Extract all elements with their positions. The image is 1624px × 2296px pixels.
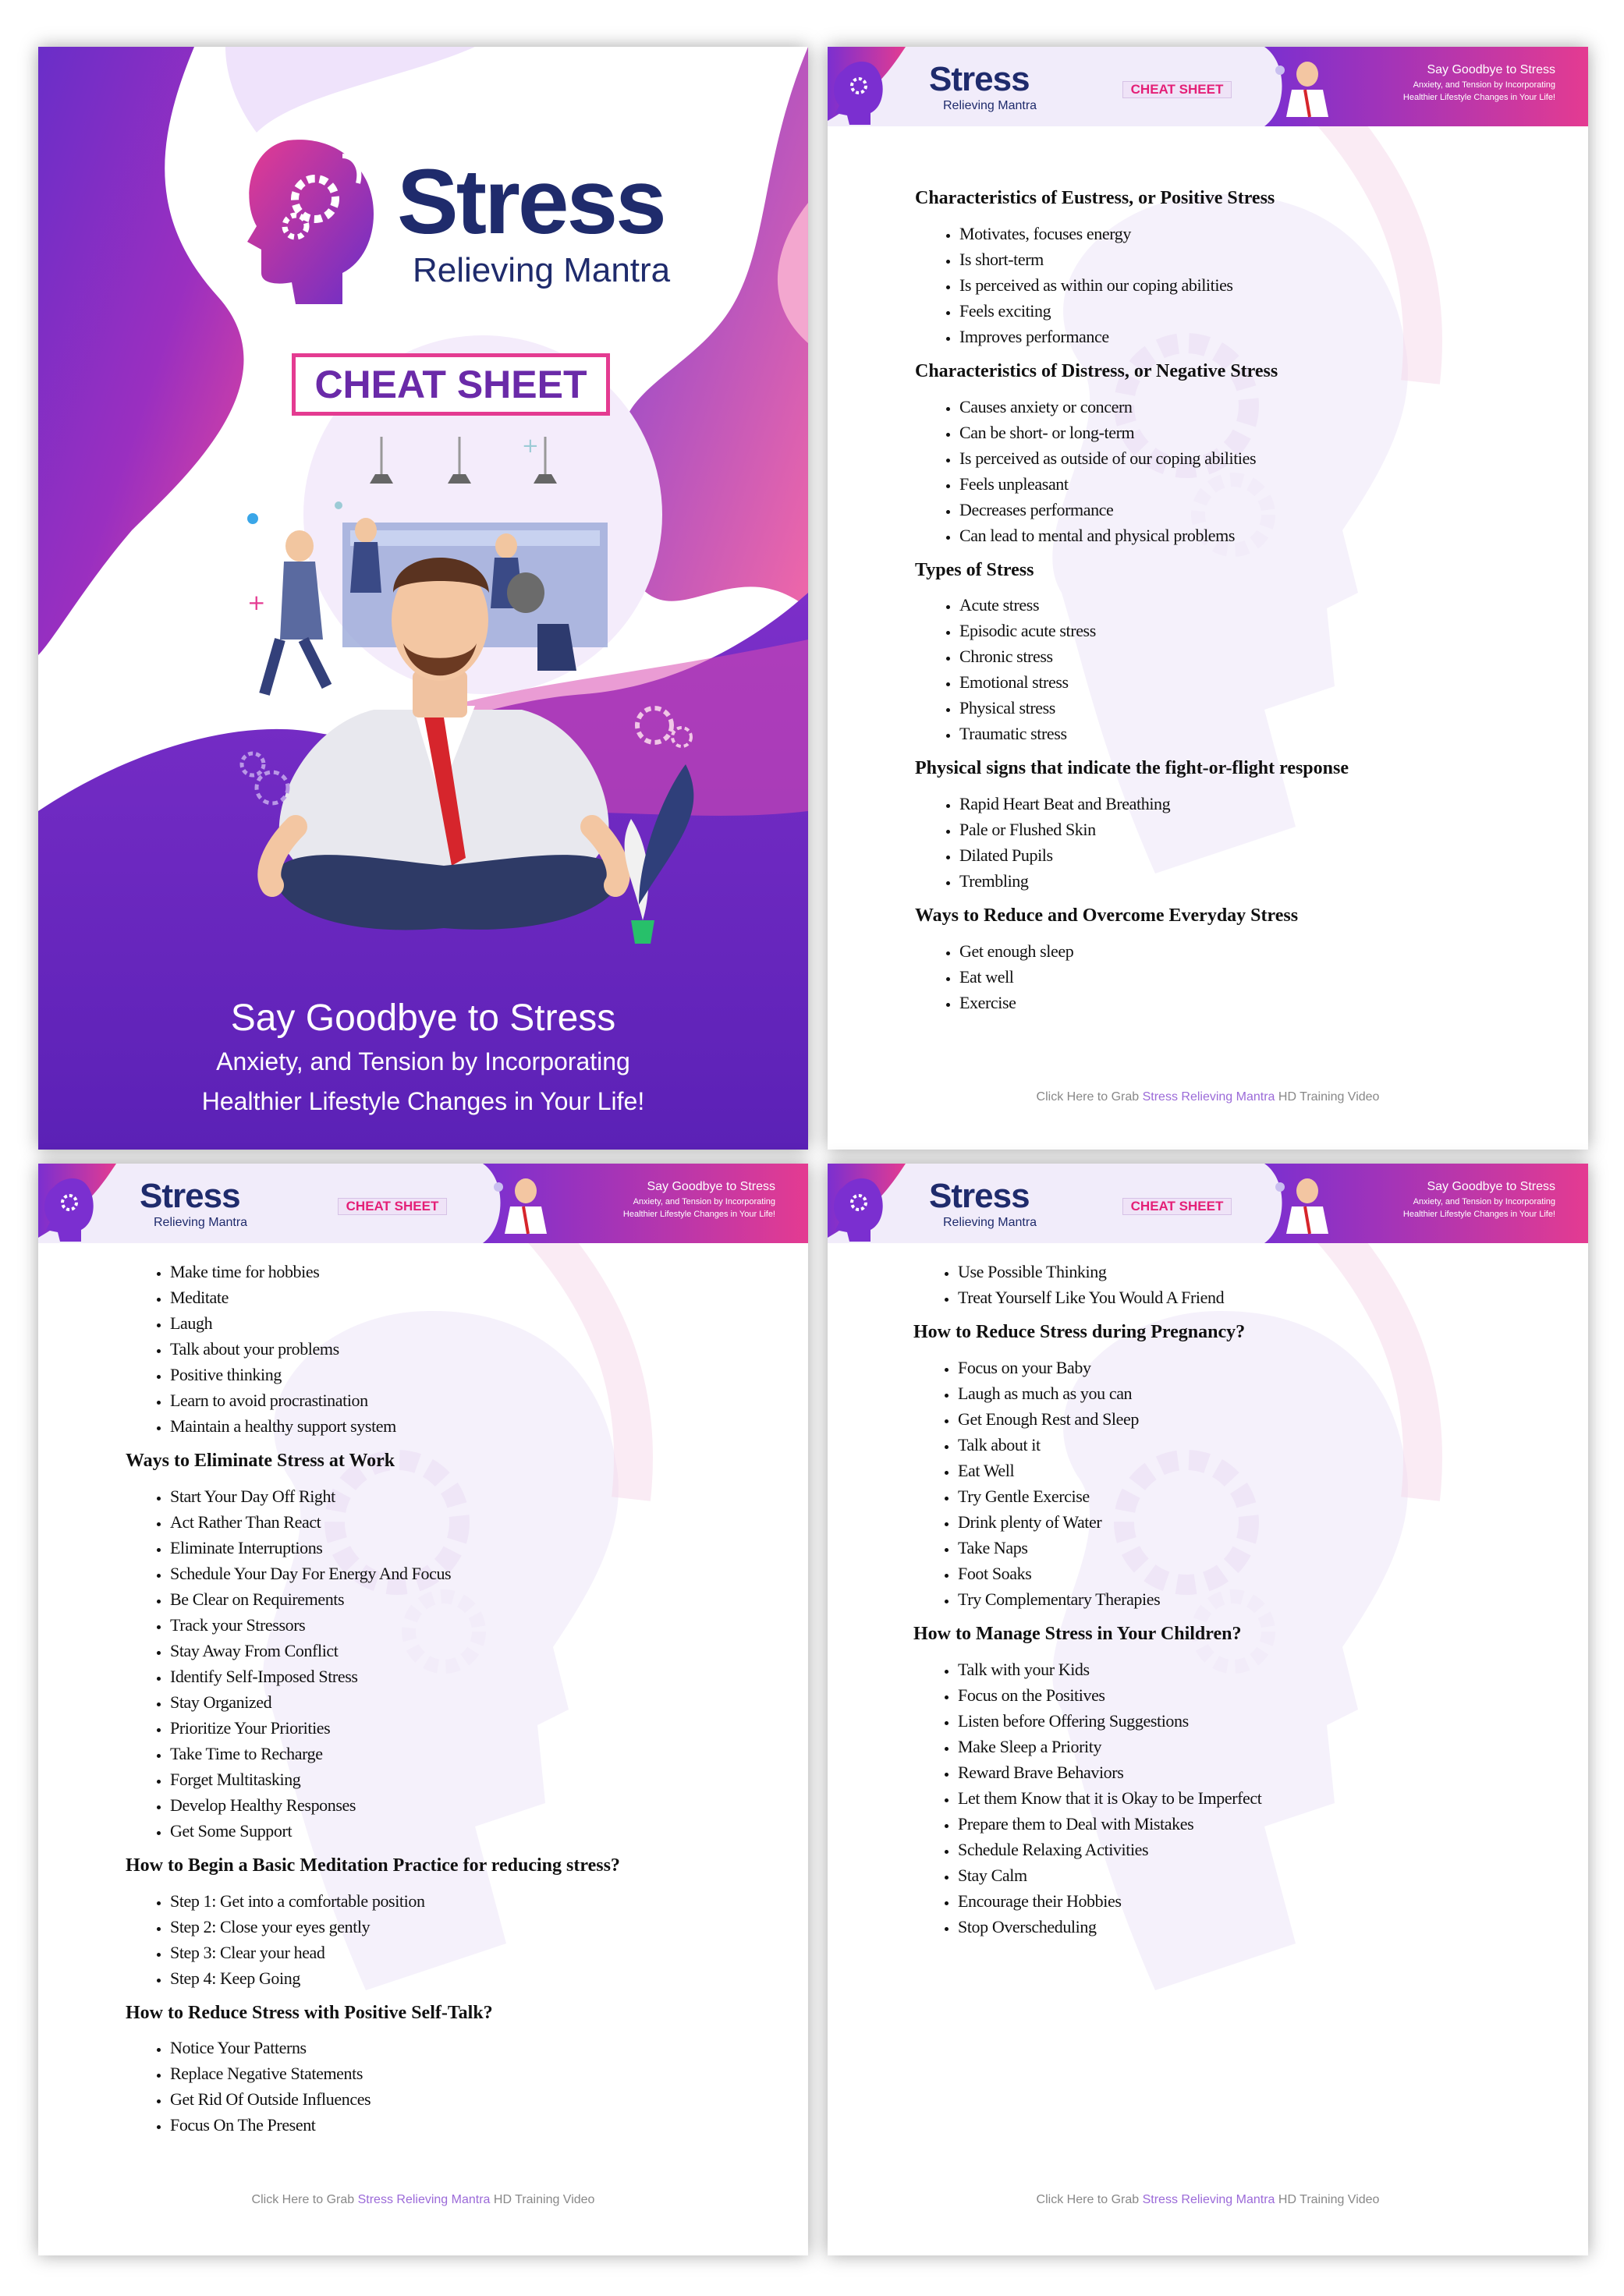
list-item: • Start Your Day Off Right xyxy=(170,1483,808,1509)
reduce-stress-list-continued xyxy=(126,1259,808,1439)
list-item: • Causes anxiety or concern xyxy=(959,394,1588,420)
list-item: • Encourage their Hobbies xyxy=(958,1888,1588,1914)
list-item: • Focus on your Baby xyxy=(958,1355,1588,1380)
list-item: • Try Gentle Exercise xyxy=(958,1483,1588,1509)
list-item: • Focus on the Positives xyxy=(958,1682,1588,1708)
list-item: • Rapid Heart Beat and Breathing xyxy=(959,791,1588,817)
meditation-steps-list xyxy=(126,1888,808,1991)
cover-brand-subtitle: Relieving Mantra xyxy=(413,251,671,289)
list-item: • Schedule Your Day For Energy And Focus xyxy=(170,1561,808,1586)
header-tagline-1: Say Goodbye to Stress xyxy=(1427,63,1555,76)
header-tagline-2: Anxiety, and Tension by Incorporating xyxy=(1413,1197,1555,1206)
list-item: • Replace Negative Statements xyxy=(170,2060,808,2086)
list-item: • Feels exciting xyxy=(959,298,1588,324)
header-tagline-1: Say Goodbye to Stress xyxy=(647,1180,775,1193)
header-brand-title: Stress xyxy=(929,1177,1030,1215)
list-item: • Is perceived as within our coping abilities xyxy=(959,272,1588,298)
list-item: • Laugh xyxy=(170,1310,808,1336)
list-item: • Pale or Flushed Skin xyxy=(959,817,1588,842)
list-item: • Step 3: Clear your head xyxy=(170,1940,808,1965)
stress-types-list xyxy=(915,592,1588,746)
list-item: • Be Clear on Requirements xyxy=(170,1586,808,1612)
list-item: • Traumatic stress xyxy=(959,721,1588,746)
section-heading: Ways to Reduce and Overcome Everyday Stress xyxy=(915,905,1299,927)
cover-tagline-2: Anxiety, and Tension by Incorporating xyxy=(216,1047,630,1075)
section-heading: Ways to Eliminate Stress at Work xyxy=(126,1451,395,1471)
section-heading: How to Reduce Stress during Pregnancy? xyxy=(913,1322,1246,1342)
page-3-content xyxy=(126,1259,808,2149)
page-3 xyxy=(38,1164,808,2255)
list-item: • Talk with your Kids xyxy=(958,1656,1588,1682)
list-item: • Stay Calm xyxy=(958,1862,1588,1888)
section-heading: How to Reduce Stress with Positive Self-Talk? xyxy=(126,2002,493,2023)
list-item: • Learn to avoid procrastination xyxy=(170,1387,808,1413)
header-brand-subtitle: Relieving Mantra xyxy=(154,1216,248,1229)
list-item: • Prioritize Your Priorities xyxy=(170,1715,808,1741)
page-header-banner xyxy=(828,1164,1588,1243)
list-item: • Treat Yourself Like You Would A Friend xyxy=(958,1284,1588,1310)
header-cheat-sheet-badge: CHEAT SHEET xyxy=(1122,1198,1232,1215)
list-item: • Notice Your Patterns xyxy=(170,2035,808,2060)
cover-page xyxy=(38,47,808,1150)
svg-text:+: + xyxy=(247,590,266,615)
list-item: • Stay Organized xyxy=(170,1689,808,1715)
cover-brand-title: Stress xyxy=(397,151,665,253)
list-item: • Dilated Pupils xyxy=(959,842,1588,868)
svg-text:+: + xyxy=(522,434,539,458)
self-talk-list xyxy=(126,2035,808,2138)
section-heading: Characteristics of Distress, or Negative Stress xyxy=(915,360,1278,381)
list-item: • Get Some Support xyxy=(170,1818,808,1844)
list-item: • Motivates, focuses energy xyxy=(959,221,1588,246)
page-footer xyxy=(828,1090,1588,1104)
list-item: • Act Rather Than React xyxy=(170,1509,808,1535)
cover-cheat-sheet-badge xyxy=(292,353,610,416)
page-footer xyxy=(38,2193,808,2207)
list-item: • Try Complementary Therapies xyxy=(958,1586,1588,1612)
header-brand-title: Stress xyxy=(929,60,1030,98)
section-heading: Physical signs that indicate the fight-or-flight response xyxy=(915,758,1349,779)
list-item: • Drink plenty of Water xyxy=(958,1509,1588,1535)
physical-signs-list xyxy=(915,791,1588,894)
cover-tagline-1: Say Goodbye to Stress xyxy=(230,997,616,1039)
children-list xyxy=(913,1656,1588,1940)
page-2 xyxy=(828,47,1588,1150)
list-item: • Is short-term xyxy=(959,246,1588,272)
list-item: • Episodic acute stress xyxy=(959,618,1588,643)
footer-prefix: Click Here to Grab xyxy=(251,2193,358,2206)
list-item: • Prepare them to Deal with Mistakes xyxy=(958,1811,1588,1837)
pregnancy-list xyxy=(913,1355,1588,1612)
header-tagline-3: Healthier Lifestyle Changes in Your Life! xyxy=(1402,93,1555,102)
footer-suffix: HD Training Video xyxy=(1275,1090,1380,1104)
footer-suffix: HD Training Video xyxy=(490,2193,595,2206)
list-item: • Maintain a healthy support system xyxy=(170,1413,808,1439)
list-item: • Track your Stressors xyxy=(170,1612,808,1638)
footer-training-video-link[interactable]: Stress Relieving Mantra xyxy=(1142,2193,1275,2206)
eustress-list xyxy=(915,221,1588,349)
footer-training-video-link[interactable]: Stress Relieving Mantra xyxy=(357,2193,491,2206)
list-item: • Get enough sleep xyxy=(959,938,1588,964)
list-item: • Use Possible Thinking xyxy=(958,1259,1588,1284)
list-item: • Schedule Relaxing Activities xyxy=(958,1837,1588,1862)
page-header-banner xyxy=(38,1164,808,1243)
list-item: • Chronic stress xyxy=(959,643,1588,669)
list-item: • Foot Soaks xyxy=(958,1561,1588,1586)
list-item: • Can lead to mental and physical problems xyxy=(959,523,1588,548)
list-item: • Step 1: Get into a comfortable position xyxy=(170,1888,808,1914)
header-tagline-3: Healthier Lifestyle Changes in Your Life! xyxy=(622,1210,775,1219)
distress-list xyxy=(915,394,1588,548)
list-item: • Eliminate Interruptions xyxy=(170,1535,808,1561)
list-item: • Feels unpleasant xyxy=(959,471,1588,497)
header-tagline-1: Say Goodbye to Stress xyxy=(1427,1180,1555,1193)
list-item: • Develop Healthy Responses xyxy=(170,1792,808,1818)
cover-tagline-3: Healthier Lifestyle Changes in Your Life! xyxy=(201,1087,645,1115)
list-item: • Identify Self-Imposed Stress xyxy=(170,1664,808,1689)
footer-prefix: Click Here to Grab xyxy=(1036,2193,1143,2206)
footer-training-video-link[interactable]: Stress Relieving Mantra xyxy=(1142,1090,1275,1104)
footer-prefix: Click Here to Grab xyxy=(1036,1090,1143,1104)
header-cheat-sheet-badge: CHEAT SHEET xyxy=(1122,81,1232,98)
list-item: • Focus On The Present xyxy=(170,2112,808,2138)
list-item: • Stay Away From Conflict xyxy=(170,1638,808,1664)
list-item: • Emotional stress xyxy=(959,669,1588,695)
list-item: • Trembling xyxy=(959,868,1588,894)
section-heading: How to Begin a Basic Meditation Practice for reducing stress? xyxy=(126,1855,620,1876)
list-item: • Stop Overscheduling xyxy=(958,1914,1588,1940)
page-header-banner xyxy=(828,47,1588,126)
list-item: • Eat well xyxy=(959,964,1588,990)
self-talk-list-continued xyxy=(913,1259,1588,1310)
list-item: • Listen before Offering Suggestions xyxy=(958,1708,1588,1734)
section-heading: Types of Stress xyxy=(915,559,1034,580)
page-4-content xyxy=(913,1259,1588,1951)
header-tagline-2: Anxiety, and Tension by Incorporating xyxy=(633,1197,775,1206)
page-2-content xyxy=(915,187,1588,1026)
list-item: • Exercise xyxy=(959,990,1588,1015)
header-tagline-2: Anxiety, and Tension by Incorporating xyxy=(1413,80,1555,90)
section-heading: Characteristics of Eustress, or Positive Stress xyxy=(915,188,1275,208)
list-item: • Talk about your problems xyxy=(170,1336,808,1362)
list-item: • Make Sleep a Priority xyxy=(958,1734,1588,1759)
list-item: • Step 4: Keep Going xyxy=(170,1965,808,1991)
list-item: • Get Enough Rest and Sleep xyxy=(958,1406,1588,1432)
header-brand-subtitle: Relieving Mantra xyxy=(943,1216,1037,1229)
header-brand-subtitle: Relieving Mantra xyxy=(943,99,1037,112)
list-item: • Eat Well xyxy=(958,1458,1588,1483)
header-brand-title: Stress xyxy=(140,1177,240,1215)
list-item: • Physical stress xyxy=(959,695,1588,721)
header-cheat-sheet-badge: CHEAT SHEET xyxy=(338,1198,447,1215)
list-item: • Is perceived as outside of our coping abilities xyxy=(959,445,1588,471)
page-4 xyxy=(828,1164,1588,2255)
list-item: • Improves performance xyxy=(959,324,1588,349)
reduce-stress-list xyxy=(915,938,1588,1015)
list-item: • Take Naps xyxy=(958,1535,1588,1561)
list-item: • Meditate xyxy=(170,1284,808,1310)
list-item: • Take Time to Recharge xyxy=(170,1741,808,1766)
header-tagline-3: Healthier Lifestyle Changes in Your Life! xyxy=(1402,1210,1555,1219)
list-item: • Decreases performance xyxy=(959,497,1588,523)
section-heading: How to Manage Stress in Your Children? xyxy=(913,1623,1242,1644)
list-item: • Positive thinking xyxy=(170,1362,808,1387)
list-item: • Can be short- or long-term xyxy=(959,420,1588,445)
list-item: • Reward Brave Behaviors xyxy=(958,1759,1588,1785)
list-item: • Acute stress xyxy=(959,592,1588,618)
page-footer xyxy=(828,2193,1588,2207)
list-item: • Talk about it xyxy=(958,1432,1588,1458)
list-item: • Make time for hobbies xyxy=(170,1259,808,1284)
list-item: • Step 2: Close your eyes gently xyxy=(170,1914,808,1940)
cover-cheat-sheet-label: CHEAT SHEET xyxy=(314,363,587,406)
work-stress-list xyxy=(126,1483,808,1844)
list-item: • Forget Multitasking xyxy=(170,1766,808,1792)
list-item: • Laugh as much as you can xyxy=(958,1380,1588,1406)
list-item: • Let them Know that it is Okay to be Imperfect xyxy=(958,1785,1588,1811)
footer-suffix: HD Training Video xyxy=(1275,2193,1380,2206)
list-item: • Get Rid Of Outside Influences xyxy=(170,2086,808,2112)
